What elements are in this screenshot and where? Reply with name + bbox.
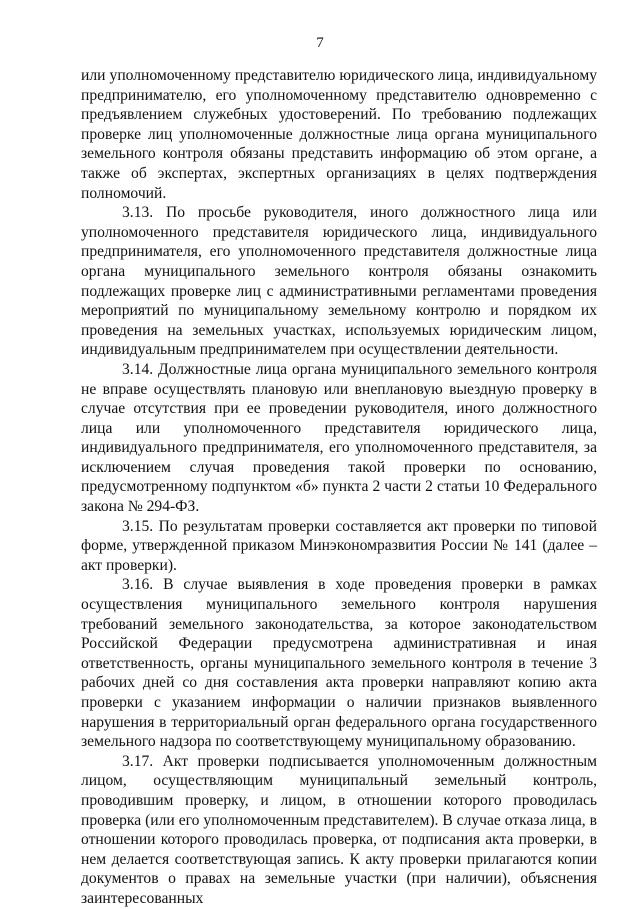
paragraph-3-14: 3.14. Должностные лица органа муниципального земельного контроля не вправе осуществлять плановую или внеплановую выездную проверку в случае отсутствия при ее проведении руководителя, иного должностного лица или уполномоченного представителя юридического лица, индивидуального предпринимателя, его уполномоченного представителя, за исключением случая проведения такой проверки по основанию, предусмотренному подпунктом «б» пункта 2 части 2 статьи 10 Федерального закона № 294-ФЗ. <box>81 360 597 516</box>
document-body <box>81 66 597 909</box>
paragraph-continuation: или уполномоченному представителю юридического лица, индивидуальному предпринимателю, его уполномоченному представителю одновременно с предъявлением служебных удостоверений. По требованию подлежащих проверке лиц уполномоченные должностные лица органа муниципального земельного контроля обязаны представить информацию об этом органе, а также об экспертах, экспертных организациях в целях подтверждения полномочий. <box>81 67 597 202</box>
paragraph-3-17: 3.17. Акт проверки подписывается уполномоченным должностным лицом, осуществляющим муниципальный земельный контроль, проводившим проверку, и лицом, в отношении которого проводилась проверка (или его уполномоченным представителем). В случае отказа лица, в отношении которого проводилась проверка, от подписания акта проверки, в нем делается соответствующая запись. К акту проверки прилагаются копии документов о правах на земельные участки (при наличии), объяснения заинтересованных <box>81 752 597 907</box>
paragraph-3-15: 3.15. По результатам проверки составляется акт проверки по типовой форме, утвержденной приказом Минэкономразвития России № 141 (далее – акт проверки). <box>81 517 597 574</box>
paragraph-3-13: 3.13. По просьбе руководителя, иного должностного лица или уполномоченного представителя юридического лица, индивидуального предпринимателя, его уполномоченного представителя должностные лица органа муниципального земельного контроля обязаны ознакомить подлежащих проверке лиц с административными регламентами проведения мероприятий по муниципальному земельному контролю и порядком их проведения на земельных участках, используемых юридическим лицом, индивидуальным предпринимателем при осуществлении деятельности. <box>81 204 597 359</box>
page-number: 7 <box>316 35 324 51</box>
paragraph-3-16: 3.16. В случае выявления в ходе проведения проверки в рамках осуществления муниципального земельного контроля нарушения требований земельного законодательства, за которое законодательством Российской Федерации предусмотрена административная и иная ответственность, органы муниципального земельного контроля в течение 3 рабочих дней со дня составления акта проверки направляют копию акта проверки с указанием информации о наличии признаков выявленного нарушения в территориальный орган федерального органа государственного земельного надзора по соответствующему муниципальному образованию. <box>81 576 597 751</box>
